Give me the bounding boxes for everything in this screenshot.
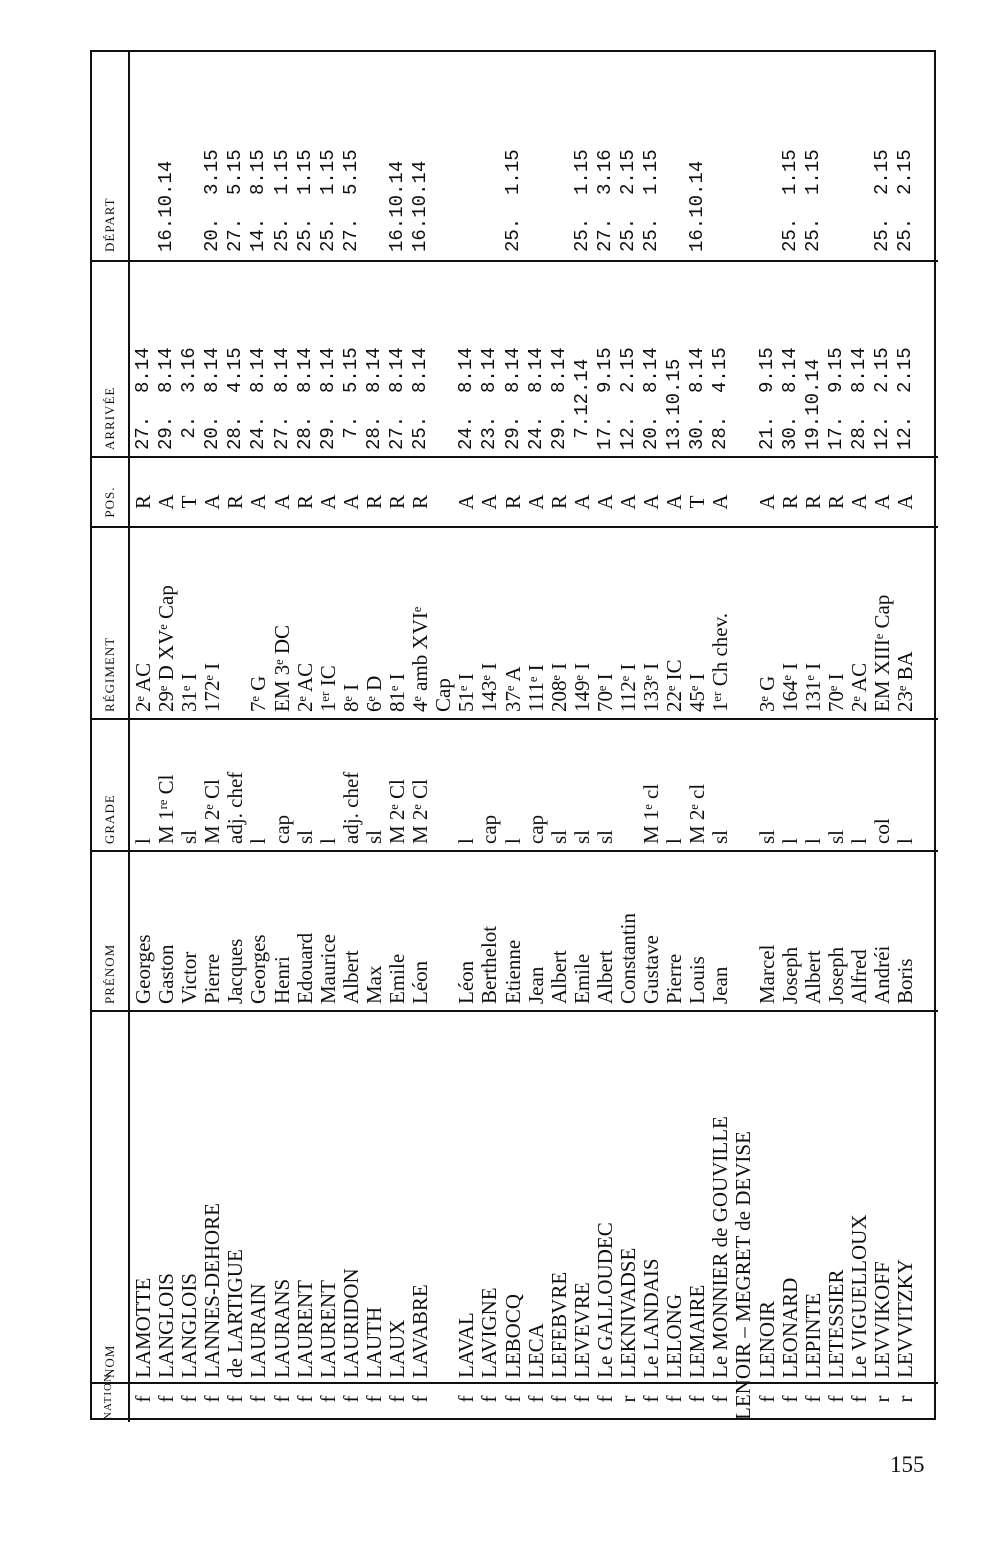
cell-arrivee: 28. 8.14 (293, 347, 316, 450)
cell-prenom: Georges (131, 934, 155, 1004)
cell-pos: A (338, 494, 363, 510)
cell-nation: f (154, 1395, 179, 1403)
cell-arrivee: 2. 3.16 (178, 347, 201, 450)
cell-grade: cap (523, 814, 548, 844)
header-prenom: PRÉNOM (102, 943, 117, 1004)
cell-grade: sl (292, 829, 317, 844)
cell-arrivee: 17. 9.15 (593, 347, 616, 450)
cell-pos: A (615, 494, 640, 510)
cell-nom: LEMAIRE (685, 1284, 710, 1378)
cell-nom: LEVEVRE (569, 1282, 594, 1378)
cell-pos: R (292, 495, 317, 510)
cell-grade: M 1ʳᵉ Cl (154, 774, 179, 844)
cell-nom: LENOIR (754, 1301, 779, 1378)
cell-pos: T (177, 495, 202, 509)
cell-regiment: 208ᵉ I (546, 662, 571, 712)
table-row (617, 52, 640, 1422)
cell-pos: A (315, 494, 340, 510)
cell-prenom: Gaston (154, 944, 179, 1004)
cell-nation: f (200, 1395, 225, 1403)
cell-pos: A (846, 494, 871, 510)
cell-nation: f (546, 1395, 571, 1403)
cell-nom: LEKNIVADSE (615, 1247, 640, 1378)
cell-nation: f (338, 1395, 363, 1403)
cell-nom: LANGLOIS (154, 1273, 179, 1378)
cell-pos: A (246, 494, 271, 510)
cell-grade: adj. chef (223, 771, 248, 844)
cell-pos: A (477, 494, 502, 510)
cell-regiment: 1ᵉʳ Ch chev. (708, 613, 733, 712)
header-nom: NOM (102, 1344, 117, 1378)
cell-grade: sl (754, 829, 779, 844)
cell-nation: f (269, 1395, 294, 1403)
cell-nation: f (523, 1395, 548, 1403)
cell-prenom: Joseph (823, 946, 848, 1004)
cell-arrivee: 29. 8.14 (316, 347, 339, 450)
cell-nom: LETESSIER (823, 1269, 848, 1378)
cell-regiment: 2ᵉ AC (131, 662, 155, 712)
cell-nom: de LARTIGUE (223, 1249, 248, 1378)
cell-regiment: 6ᵉ D (361, 675, 386, 712)
cell-nom: LAUTH (361, 1306, 386, 1378)
cell-nom: Le LANDAIS (639, 1258, 664, 1378)
cell-nom: LEONARD (777, 1277, 802, 1378)
table-row (363, 52, 386, 1422)
cell-pos: R (777, 495, 802, 510)
cell-pos: R (361, 495, 386, 510)
cell-depart: 25. 1.15 (293, 149, 316, 252)
cell-nation: f (408, 1395, 433, 1403)
header-regiment: RÉGIMENT (102, 636, 117, 712)
cell-nation: r (870, 1395, 894, 1403)
cell-depart: 16.10.14 (386, 160, 409, 252)
cell-pos: A (754, 494, 779, 510)
cell-grade: l (315, 838, 340, 844)
cell-prenom: Gustave (639, 935, 664, 1004)
table-row (894, 52, 917, 1422)
cell-grade: sl (177, 829, 202, 844)
cell-pos: R (500, 495, 525, 510)
cell-nation: f (823, 1395, 848, 1403)
cell-arrivee: 7.12.14 (570, 358, 593, 450)
cell-nation: f (754, 1395, 779, 1403)
cell-grade: l (846, 838, 871, 844)
cell-nom: LEVVIKOFF (870, 1261, 894, 1378)
cell-nation: f (223, 1395, 248, 1403)
cell-arrivee: 13.10.15 (663, 358, 686, 450)
table-row (663, 52, 686, 1422)
cell-pos: R (546, 495, 571, 510)
cell-prenom: Louis (685, 956, 710, 1004)
table-row (571, 52, 594, 1422)
cell-pos: A (708, 494, 733, 510)
cell-nation: r (893, 1395, 918, 1403)
cell-arrivee: 12. 2.15 (616, 347, 639, 450)
cell-grade: sl (546, 829, 571, 844)
cell-nom: LAVABRE (408, 1284, 433, 1378)
cell-grade: cap (269, 814, 294, 844)
cell-regiment: 164ᵉ I (777, 662, 802, 712)
cell-depart: 16.10.14 (155, 160, 178, 252)
cell-nom: LECA (523, 1323, 548, 1378)
cell-nom: LEBOCQ (500, 1294, 525, 1378)
cell-pos: T (685, 495, 710, 509)
cell-regiment: 4ᵉ amb XVIᵉ (408, 606, 433, 712)
cell-depart: 25. 2.15 (871, 149, 893, 252)
cell-nom: LAURIDON (338, 1268, 363, 1378)
cell-pos: R (223, 495, 248, 510)
cell-regiment: 7ᵉ G (246, 675, 271, 712)
cell-grade: adj. chef (338, 771, 363, 844)
cell-pos: A (592, 494, 617, 510)
cell-depart: 25. 1.15 (801, 149, 824, 252)
table-row (224, 52, 247, 1422)
table-row (478, 52, 501, 1422)
cell-nation: f (800, 1395, 825, 1403)
cell-regiment: 2ᵉ AC (846, 662, 871, 712)
cell-prenom: Joseph (777, 946, 802, 1004)
cell-pos: R (385, 495, 410, 510)
cell-pos: A (893, 494, 918, 510)
cell-grade: M 2ᵉ Cl (408, 779, 433, 844)
cell-pos: R (823, 495, 848, 510)
cell-prenom: Berthelot (477, 925, 502, 1004)
table-row (247, 52, 270, 1422)
cell-nom: LEPINTE (800, 1292, 825, 1378)
header-arrivee: ARRIVÉE (102, 386, 117, 450)
cell-grade: l (454, 838, 479, 844)
cell-prenom: Albert (338, 950, 363, 1004)
cell-arrivee: 28. 8.14 (847, 347, 870, 450)
cell-arrivee: 20. 8.14 (640, 347, 663, 450)
cell-depart: 25. 2.15 (616, 149, 639, 252)
table-row (455, 52, 478, 1422)
cell-depart: 14. 8.15 (247, 149, 270, 252)
cell-depart: 25. 1.15 (316, 149, 339, 252)
cell-grade: l (131, 838, 155, 844)
cell-nation: f (639, 1395, 664, 1403)
cell-arrivee: 25. 8.14 (409, 347, 432, 450)
cell-prenom: Jean (523, 966, 548, 1004)
cell-regiment: Cap (431, 678, 456, 712)
cell-regiment: 112ᵉ I (615, 663, 640, 712)
cell-regiment: 23ᵉ BA (893, 651, 918, 712)
cell-grade: cap (477, 814, 502, 844)
cell-grade: M 1ᵉ cl (639, 783, 664, 844)
cell-pos: A (662, 494, 687, 510)
cell-arrivee: 29. 8.14 (547, 347, 570, 450)
cell-grade: col (870, 818, 894, 844)
table-row (825, 52, 848, 1422)
cell-depart: 25. 1.15 (501, 149, 524, 252)
table-row (525, 52, 548, 1422)
header-grade: GRADE (102, 794, 117, 844)
cell-grade: l (893, 838, 918, 844)
cell-prenom: Pierre (200, 953, 225, 1004)
cell-arrivee: 28. 4.15 (709, 347, 732, 450)
cell-prenom: Pierre (662, 953, 687, 1004)
cell-arrivee: 29. 8.14 (155, 347, 178, 450)
cell-depart: 27. 3.16 (593, 149, 616, 252)
page-number: 155 (890, 1452, 925, 1477)
cell-nation: f (777, 1395, 802, 1403)
cell-prenom: Andréi (870, 945, 894, 1004)
cell-regiment: 37ᵉ A (500, 666, 525, 712)
table-row (340, 52, 363, 1422)
cell-regiment: 143ᵉ I (477, 662, 502, 712)
cell-regiment: 51ᵉ I (454, 673, 479, 712)
cell-prenom: Jean (708, 966, 733, 1004)
cell-arrivee: 29. 8.14 (501, 347, 524, 450)
table-row (317, 52, 340, 1422)
table-row (640, 52, 663, 1422)
table-row (271, 52, 294, 1422)
table-row (871, 52, 894, 1422)
cell-grade: l (500, 838, 525, 844)
register-table-frame (90, 50, 936, 1420)
cell-nation: f (846, 1395, 871, 1403)
cell-nom: LEVVITZKY (893, 1259, 918, 1378)
cell-regiment: 22ᵉ IC (662, 659, 687, 712)
cell-depart: 25. 1.15 (270, 149, 293, 252)
cell-grade: M 2ᵉ cl (685, 783, 710, 844)
cell-nation: f (131, 1395, 155, 1403)
table-row (155, 52, 178, 1422)
cell-arrivee: 12. 2.15 (871, 347, 893, 450)
cell-nation: r (615, 1395, 640, 1403)
table-row (294, 52, 317, 1422)
cell-arrivee: 23. 8.14 (478, 347, 501, 450)
cell-arrivee: 28. 8.14 (362, 347, 385, 450)
cell-prenom: Georges (246, 934, 271, 1004)
cell-grade: sl (592, 829, 617, 844)
cell-regiment: 133ᵉ I (639, 662, 664, 712)
cell-nation: f (662, 1395, 687, 1403)
cell-pos: A (200, 494, 225, 510)
cell-pos: A (569, 494, 594, 510)
cell-nation: f (385, 1395, 410, 1403)
cell-depart: 20. 3.15 (201, 149, 224, 252)
cell-nom: LAMOTTE (131, 1277, 155, 1378)
table-row (779, 52, 802, 1422)
cell-nom: LELONG (662, 1294, 687, 1378)
table-row (409, 52, 432, 1422)
cell-nation: f (569, 1395, 594, 1403)
cell-grade: l (800, 838, 825, 844)
cell-pos: A (454, 494, 479, 510)
cell-nation: f (292, 1395, 317, 1403)
cell-nom: LAUX (385, 1319, 410, 1378)
cell-nom: LAURAIN (246, 1283, 271, 1378)
table-row (686, 52, 709, 1422)
cell-pos: R (800, 495, 825, 510)
cell-pos: A (639, 494, 664, 510)
cell-grade: l (662, 838, 687, 844)
cell-arrivee: 19.10.14 (801, 358, 824, 450)
cell-nom: Le VIGUELLOUX (846, 1214, 871, 1378)
table-body (132, 52, 917, 1422)
cell-nation: f (177, 1395, 202, 1403)
cell-arrivee: 20. 8.14 (201, 347, 224, 450)
cell-depart: 25. 1.15 (778, 149, 801, 252)
cell-prenom: Etienne (500, 939, 525, 1004)
table-row (502, 52, 525, 1422)
cell-pos: A (269, 494, 294, 510)
cell-nom: LAURENT (292, 1280, 317, 1378)
table-row (178, 52, 201, 1422)
cell-regiment: 1ᵉʳ IC (315, 665, 340, 712)
cell-depart: 27. 5.15 (224, 149, 247, 252)
cell-prenom: Albert (800, 950, 825, 1004)
cell-grade: l (246, 838, 271, 844)
section-heading: LENOIR – MEGRET de DEVISE (731, 1131, 756, 1420)
cell-prenom: Léon (454, 960, 479, 1004)
cell-grade: M 2ᵉ Cl (200, 779, 225, 844)
cell-nation: f (361, 1395, 386, 1403)
cell-grade: sl (823, 829, 848, 844)
cell-nom: LAURENT (315, 1280, 340, 1378)
cell-arrivee: 30. 8.14 (686, 347, 709, 450)
cell-depart: 25. 1.15 (570, 149, 593, 252)
cell-arrivee: 27. 8.14 (132, 347, 154, 450)
cell-nation: f (315, 1395, 340, 1403)
cell-pos: A (523, 494, 548, 510)
cell-regiment: 70ᵉ I (592, 673, 617, 712)
cell-nation: f (454, 1395, 479, 1403)
header-depart: DÉPART (102, 197, 117, 252)
cell-depart: 16.10.14 (409, 160, 432, 252)
cell-prenom: Marcel (754, 944, 779, 1004)
section-heading-row (732, 52, 755, 1422)
cell-nom: LANNES-DEHORE (200, 1203, 225, 1378)
cell-nom: LAURANS (269, 1278, 294, 1378)
cell-regiment: 8ᵉ I (338, 683, 363, 712)
cell-grade: l (777, 838, 802, 844)
cell-arrivee: 17. 9.15 (824, 347, 847, 450)
cell-nation: f (708, 1395, 733, 1403)
cell-pos: A (870, 494, 894, 510)
cell-depart: 16.10.14 (686, 160, 709, 252)
cell-arrivee: 7. 5.15 (339, 347, 362, 450)
cell-arrivee: 27. 8.14 (386, 347, 409, 450)
cell-pos: R (131, 495, 155, 510)
table-row (132, 52, 155, 1422)
cell-nation: f (592, 1395, 617, 1403)
table-row (548, 52, 571, 1422)
cell-nation: f (246, 1395, 271, 1403)
header-pos: POS. (102, 486, 117, 518)
cell-arrivee: 24. 8.14 (455, 347, 478, 450)
cell-nom: LAVAL (454, 1312, 479, 1378)
cell-prenom: Constantin (615, 912, 640, 1004)
cell-nom: LAVIGNE (477, 1287, 502, 1378)
cell-prenom: Alfred (846, 949, 871, 1004)
cell-arrivee: 21. 9.15 (755, 347, 778, 450)
cell-regiment: 2ᵉ AC (292, 662, 317, 712)
cell-prenom: Henri (269, 956, 294, 1004)
cell-nom: Le MONNIER de GOUVILLE (708, 1116, 733, 1378)
table-header (92, 52, 130, 1422)
table-row (709, 52, 732, 1422)
cell-nom: LANGLOIS (177, 1273, 202, 1378)
cell-pos: A (154, 494, 179, 510)
cell-arrivee: 24. 8.14 (524, 347, 547, 450)
cell-pos: R (408, 495, 433, 510)
cell-regiment: EM 3ᵉ DC (269, 624, 294, 712)
cell-regiment: 131ᵉ I (800, 662, 825, 712)
table-row (802, 52, 825, 1422)
table-row (848, 52, 871, 1422)
cell-arrivee: 27. 8.14 (270, 347, 293, 450)
cell-regiment: 111ᵉ I (523, 664, 548, 712)
cell-nation: f (477, 1395, 502, 1403)
cell-arrivee: 12. 2.15 (894, 347, 917, 450)
cell-depart: 25. 1.15 (640, 149, 663, 252)
cell-grade: sl (361, 829, 386, 844)
cell-prenom: Jacques (223, 938, 248, 1004)
cell-regiment: 172ᵉ I (200, 662, 225, 712)
cell-nation: f (500, 1395, 525, 1403)
cell-prenom: Max (361, 965, 386, 1004)
cell-regiment: EM XIIIᵉ Cap (870, 594, 894, 712)
table-row (594, 52, 617, 1422)
cell-prenom: Emile (385, 953, 410, 1004)
cell-regiment: 70ᵉ I (823, 673, 848, 712)
header-nation: NATION (102, 1373, 114, 1420)
cell-regiment: 31ᵉ I (177, 673, 202, 712)
cell-nom: LEFEBVRE (546, 1271, 571, 1378)
cell-grade: M 2ᵉ Cl (385, 779, 410, 844)
cell-depart: 27. 5.15 (339, 149, 362, 252)
cell-regiment: 3ᵉ G (754, 675, 779, 712)
cell-regiment: 81ᵉ I (385, 673, 410, 712)
cell-prenom: Albert (592, 950, 617, 1004)
cell-regiment: 45ᵉ I (685, 673, 710, 712)
cell-grade: sl (708, 829, 733, 844)
cell-prenom: Albert (546, 950, 571, 1004)
cell-prenom: Victor (177, 951, 202, 1004)
cell-regiment: 149ᵉ I (569, 662, 594, 712)
cell-prenom: Léon (408, 960, 433, 1004)
cell-arrivee: 28. 4.15 (224, 347, 247, 450)
rotated-table (92, 52, 938, 1422)
cell-arrivee: 24. 8.14 (247, 347, 270, 450)
cell-prenom: Maurice (315, 934, 340, 1004)
table-row (432, 52, 455, 1422)
table-row (201, 52, 224, 1422)
cell-prenom: Edouard (292, 932, 317, 1004)
cell-depart: 25. 2.15 (894, 149, 917, 252)
cell-prenom: Boris (893, 958, 918, 1004)
table-row (756, 52, 779, 1422)
cell-nation: f (685, 1395, 710, 1403)
cell-regiment: 29ᵉ D XVᵉ Cap (154, 585, 179, 712)
cell-nom: Le GALLOUDEC (592, 1222, 617, 1378)
cell-prenom: Emile (569, 953, 594, 1004)
cell-grade: sl (569, 829, 594, 844)
table-row (386, 52, 409, 1422)
cell-arrivee: 30. 8.14 (778, 347, 801, 450)
